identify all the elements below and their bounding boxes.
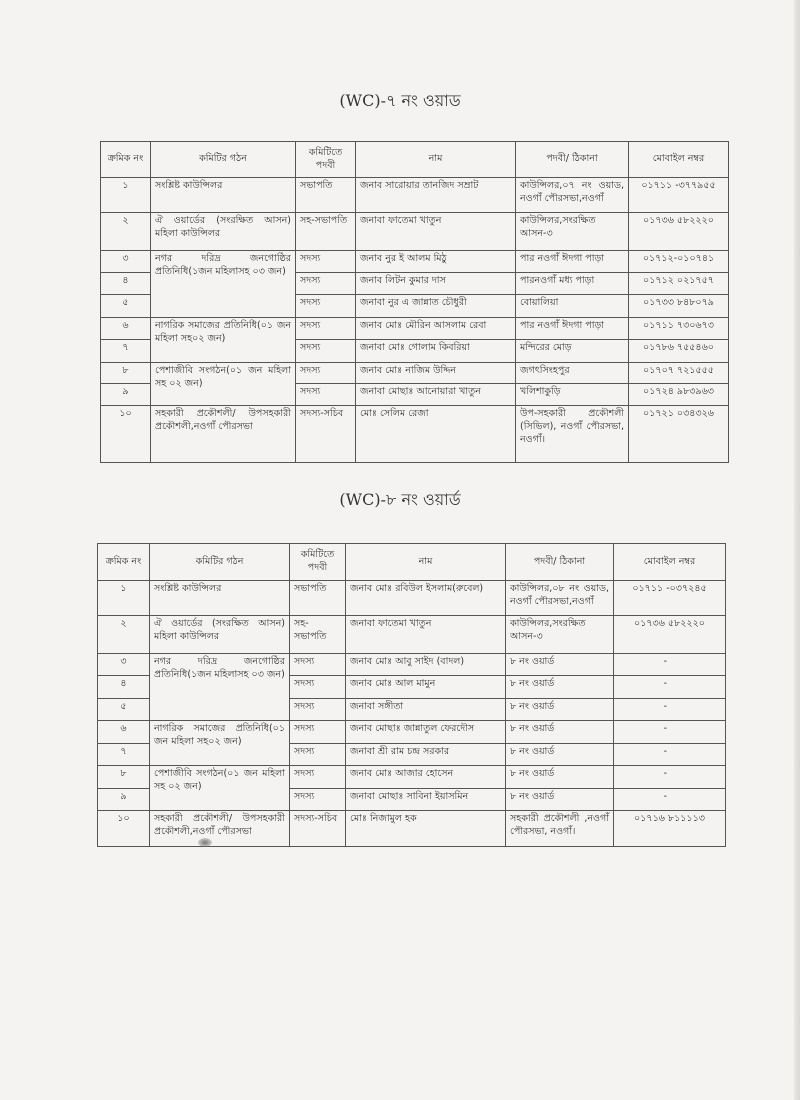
address-cell: সহকারী প্রকৌশলী ,নওগাঁ পৌরসভা, নওগাঁ। [506, 811, 614, 847]
name-cell: জনাবা ফাতেমা খাতুন [356, 213, 516, 251]
name-cell: জনাব মোঃ আল মামুন [346, 676, 506, 699]
serial-cell: ১০ [98, 811, 150, 847]
header-name: নাম [356, 142, 516, 178]
serial-cell: ৩ [101, 251, 151, 273]
formation-cell: সংশ্লিষ্ট কাউন্সিলর [150, 581, 290, 616]
header-address: পদবী/ ঠিকানা [506, 544, 614, 581]
serial-cell: ৫ [101, 295, 151, 318]
address-cell: উপ-সহকারী প্রকৌশলী (সিভিল), নওগাঁ পৌরসভা, নওগাঁ। [516, 406, 629, 463]
address-cell: কাউন্সিলর,০৮ নং ওয়াড, নওগাঁ পৌরসভা,নওগাঁ [506, 581, 614, 616]
role-cell: সদস্য [290, 721, 346, 744]
role-cell: সদস্য [290, 766, 346, 789]
address-cell: ৮ নং ওয়ার্ড [506, 654, 614, 676]
table-row [98, 766, 726, 789]
role-cell: সদস্য-সচিব [296, 406, 356, 463]
name-cell: জনাব নুর ই আলম মিঠু [356, 251, 516, 273]
mobile-cell: ০১৭০৭ ৭২১৫৫৫ [629, 363, 729, 384]
role-cell: সদস্য-সচিব [290, 811, 346, 847]
name-cell: জনাবা মোঃ গোলাম কিবরিয়া [356, 340, 516, 363]
address-cell: পারনওগাঁ মধ্য পাড়া [516, 273, 629, 295]
formation-cell: ঐ ওয়ার্ডের (সংরক্ষিত আসন) মহিলা কাউন্সিলর [150, 616, 290, 654]
table-row [101, 178, 729, 213]
mobile-cell: ০১৭৩৬ ৫৮২২২০ [629, 213, 729, 251]
header-mobile: মোবাইল নম্বর [629, 142, 729, 178]
role-cell: সদস্য [296, 295, 356, 318]
header-mobile: মোবাইল নম্বর [614, 544, 726, 581]
header-serial: ক্রমিক নং [101, 142, 151, 178]
role-cell: সদস্য [296, 340, 356, 363]
mobile-cell: ০১৭১১ ৭৩০৬৭৩ [629, 318, 729, 340]
serial-cell: ২ [98, 616, 150, 654]
address-cell: জগৎসিংহপুর [516, 363, 629, 384]
serial-cell: ৮ [98, 766, 150, 789]
mobile-cell: - [614, 766, 726, 789]
page-edge [794, 0, 800, 1100]
formation-cell: নগর দরিদ্র জনগোষ্ঠির প্রতিনিধি(১জন মহিলাসহ ০৩ জন) [150, 654, 290, 721]
formation-cell: পেশাজীবি সংগঠন(০১ জন মহিলা সহ ০২ জন) [151, 363, 296, 406]
role-cell: সহ-সভাপতি [290, 616, 346, 654]
table-row [101, 251, 729, 273]
table-row [101, 213, 729, 251]
ink-smudge [198, 838, 212, 847]
mobile-cell: ০১৭৩৬ ৫৮২২২০ [614, 616, 726, 654]
table-row [101, 318, 729, 340]
serial-cell: ৯ [98, 789, 150, 811]
role-cell: সহ-সভাপতি [296, 213, 356, 251]
serial-cell: ৭ [98, 744, 150, 766]
address-cell: পার নওগাঁ ঈদগা পাড়া [516, 251, 629, 273]
name-cell: জনাব সারোয়ার তানজিদ সম্রাট [356, 178, 516, 213]
address-cell: ৮ নং ওয়ার্ড [506, 744, 614, 766]
name-cell: জনাব মোঃ রবিউল ইসলাম(রুবেল) [346, 581, 506, 616]
name-cell: জনাবা ফাতেমা খাতুন [346, 616, 506, 654]
mobile-cell: - [614, 744, 726, 766]
address-cell: কাউন্সিলর,সংরক্ষিত আসন-৩ [506, 616, 614, 654]
header-serial: ক্রমিক নং [98, 544, 150, 581]
address-cell: কাউন্সিলর,সংরক্ষিত আসন-৩ [516, 213, 629, 251]
formation-cell: নগর দরিদ্র জনগোষ্ঠির প্রতিনিধি(১জন মহিলাসহ ০৩ জন) [151, 251, 296, 318]
address-cell: কাউন্সিলর,০৭ নং ওয়াড, নওগাঁ পৌরসভা,নওগাঁ [516, 178, 629, 213]
serial-cell: ৩ [98, 654, 150, 676]
header-name: নাম [346, 544, 506, 581]
name-cell: মোঃ নিজামুল হক [346, 811, 506, 847]
formation-cell: সহকারী প্রকৌশলী/ উপসহকারী প্রকৌশলী,নওগাঁ পৌরসভা [151, 406, 296, 463]
ward-8-title: (WC)-৮ নং ওয়ার্ড [339, 490, 461, 509]
address-cell: ৮ নং ওয়ার্ড [506, 789, 614, 811]
address-cell: মন্দিরের মোড় [516, 340, 629, 363]
table-row [101, 406, 729, 463]
table-row [98, 721, 726, 744]
mobile-cell: ০১৭২৪ ৯৮৩৯৬৩ [629, 384, 729, 406]
mobile-cell: - [614, 699, 726, 721]
mobile-cell: ০১৭১৬ ৮১১১১৩ [614, 811, 726, 847]
mobile-cell: - [614, 789, 726, 811]
name-cell: জনাব লিটন কুমার দাস [356, 273, 516, 295]
serial-cell: ৯ [101, 384, 151, 406]
serial-cell: ৭ [101, 340, 151, 363]
formation-cell: সংশ্লিষ্ট কাউন্সিলর [151, 178, 296, 213]
formation-cell: সহকারী প্রকৌশলী/ উপসহকারী প্রকৌশলী,নওগাঁ পৌরসভা [150, 811, 290, 847]
mobile-cell: - [614, 676, 726, 699]
serial-cell: ১ [98, 581, 150, 616]
table-row [98, 616, 726, 654]
mobile-cell: ০১৭১২ ০২১৭৫৭ [629, 273, 729, 295]
serial-cell: ৪ [98, 676, 150, 699]
address-cell: ৮ নং ওয়ার্ড [506, 699, 614, 721]
formation-cell: পেশাজীবি সংগঠন(০১ জন মহিলা সহ ০২ জন) [150, 766, 290, 811]
mobile-cell: ০১৭১২-০১০৭৪১ [629, 251, 729, 273]
table-row [98, 581, 726, 616]
serial-cell: ৬ [98, 721, 150, 744]
header-role: কমিটিতে পদবী [296, 142, 356, 178]
serial-cell: ২ [101, 213, 151, 251]
role-cell: সদস্য [290, 676, 346, 699]
name-cell: জনাব মোঃ মৌরিন আসলাম রেবা [356, 318, 516, 340]
address-cell: পার নওগাঁ ঈদগা পাড়া [516, 318, 629, 340]
name-cell: জনাব মোছাঃ জান্নাতুল ফেরদৌস [346, 721, 506, 744]
header-formation: কমিটির গঠন [150, 544, 290, 581]
role-cell: সদস্য [296, 251, 356, 273]
ward-7-table [100, 141, 729, 463]
serial-cell: ১০ [101, 406, 151, 463]
address-cell: ৮ নং ওয়ার্ড [506, 766, 614, 789]
address-cell: বোয়ালিয়া [516, 295, 629, 318]
header-row [98, 544, 726, 581]
mobile-cell: ০১৭২১ ০৩৪৩২৬ [629, 406, 729, 463]
role-cell: সদস্য [290, 699, 346, 721]
mobile-cell: ০১৭৩৩ ৮৪৮০৭৯ [629, 295, 729, 318]
serial-cell: ৬ [101, 318, 151, 340]
table-row [98, 654, 726, 676]
table-row [98, 811, 726, 847]
mobile-cell: ০১৭৮৬ ৭৫৫৪৬০ [629, 340, 729, 363]
formation-cell: নাগরিক সমাজের প্রতিনিধি(০১ জন মহিলা সহ০২ জন) [151, 318, 296, 363]
role-cell: সদস্য [296, 318, 356, 340]
formation-cell: ঐ ওয়ার্ডের (সংরক্ষিত আসন) মহিলা কাউন্সিলর [151, 213, 296, 251]
mobile-cell: ০১৭১১ -০৩৭২৪৫ [614, 581, 726, 616]
ward-8-table [97, 543, 726, 847]
header-formation: কমিটির গঠন [151, 142, 296, 178]
name-cell: জনাবা নুর এ জান্নাত চৌধুরী [356, 295, 516, 318]
name-cell: জনাবা সঙ্গীতা [346, 699, 506, 721]
mobile-cell: - [614, 654, 726, 676]
role-cell: সদস্য [290, 744, 346, 766]
role-cell: সদস্য [290, 789, 346, 811]
name-cell: জনাব মোঃ নাজিম উদ্দিন [356, 363, 516, 384]
name-cell: জনাবা শ্রী রাম চন্দ্র সরকার [346, 744, 506, 766]
header-role: কমিটিতে পদবী [290, 544, 346, 581]
header-row [101, 142, 729, 178]
serial-cell: ৪ [101, 273, 151, 295]
name-cell: জনাবা মোছাঃ সাবিনা ইয়াসমিন [346, 789, 506, 811]
address-cell: খলিশাকুড়ি [516, 384, 629, 406]
serial-cell: ৫ [98, 699, 150, 721]
role-cell: সদস্য [296, 384, 356, 406]
ward-7-title: (WC)-৭ নং ওয়াড [339, 91, 461, 110]
mobile-cell: ০১৭১১ -৩৭৭৯৫৫ [629, 178, 729, 213]
role-cell: সদস্য [290, 654, 346, 676]
serial-cell: ৮ [101, 363, 151, 384]
role-cell: সদস্য [296, 273, 356, 295]
mobile-cell: - [614, 721, 726, 744]
name-cell: জনাব মোঃ আবু সাইদ (বাদল) [346, 654, 506, 676]
formation-cell: নাগরিক সমাজের প্রতিনিধি(০১ জন মহিলা সহ০২ জন) [150, 721, 290, 766]
name-cell: জনাব মোঃ আজার হোসেন [346, 766, 506, 789]
address-cell: ৮ নং ওয়ার্ড [506, 721, 614, 744]
address-cell: ৮ নং ওয়ার্ড [506, 676, 614, 699]
role-cell: সভাপতি [296, 178, 356, 213]
table-row [101, 363, 729, 384]
role-cell: সভাপতি [290, 581, 346, 616]
role-cell: সদস্য [296, 363, 356, 384]
serial-cell: ১ [101, 178, 151, 213]
name-cell: মোঃ সেলিম রেজা [356, 406, 516, 463]
header-address: পদবী/ ঠিকানা [516, 142, 629, 178]
name-cell: জনাবা মোছাঃ আনোয়ারা খাতুন [356, 384, 516, 406]
